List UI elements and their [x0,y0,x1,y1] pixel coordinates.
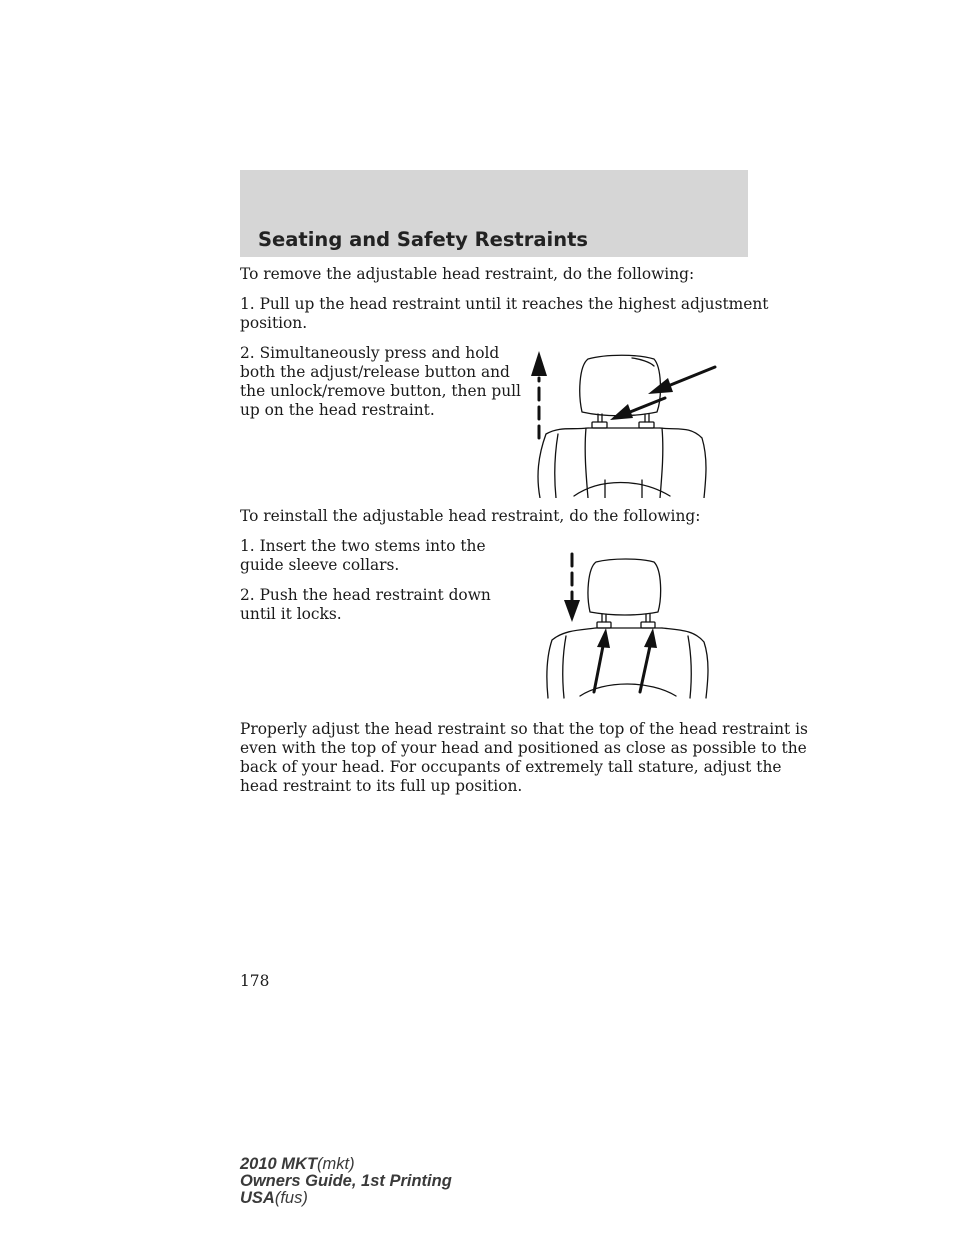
page-number: 178 [240,972,270,990]
footer-line2: Owners Guide, 1st Printing [240,1172,452,1190]
section-header-bar [240,170,748,257]
collar-arrow-left-head [597,628,610,648]
footer-line1: 2010 MKT(mkt) [240,1155,355,1173]
reinstall-step1-line: guide sleeve collars. [240,556,400,574]
reinstall-step2-line: 2. Push the head restraint down [240,586,491,604]
closing-line: head restraint to its full up position. [240,777,523,795]
closing-line: back of your head. For occupants of extremely tall stature, adjust the [240,758,782,776]
remove-step1-line2: position. [240,314,308,332]
footer-line3: USA(fus) [240,1189,308,1207]
head-restraint-pad [580,355,661,416]
remove-step2-line: 2. Simultaneously press and hold [240,344,500,362]
button-arrow-left-head [610,404,633,420]
up-arrow-head [531,351,547,376]
button-arrow-left-shaft [630,398,665,412]
reinstall-step1-line: 1. Insert the two stems into the [240,537,486,555]
collar-arrow-left-shaft [594,646,603,692]
remove-intro: To remove the adjustable head restraint, do the following: [240,265,695,283]
down-arrow-head [564,600,580,622]
remove-step2-line: up on the head restraint. [240,401,435,419]
remove-step2-line: the unlock/remove button, then pull [240,382,521,400]
head-restraint-removal-illustration [530,346,730,498]
print-footer [240,1156,452,1207]
reinstall-step2-line: until it locks. [240,605,342,623]
closing-line: even with the top of your head and positioned as close as possible to the [240,739,807,757]
head-restraint-pad [588,559,661,615]
remove-step1-line1: 1. Pull up the head restraint until it reaches the highest adjustment [240,295,769,313]
button-arrow-right-shaft [668,367,715,386]
closing-line: Properly adjust the head restraint so that the top of the head restraint is [240,720,808,738]
remove-step2-line: both the adjust/release button and [240,363,510,381]
collar-arrow-right-head [644,628,657,648]
reinstall-intro: To reinstall the adjustable head restraint, do the following: [240,507,701,525]
section-title: Seating and Safety Restraints [258,228,589,251]
head-restraint-reinstall-illustration [540,550,725,700]
